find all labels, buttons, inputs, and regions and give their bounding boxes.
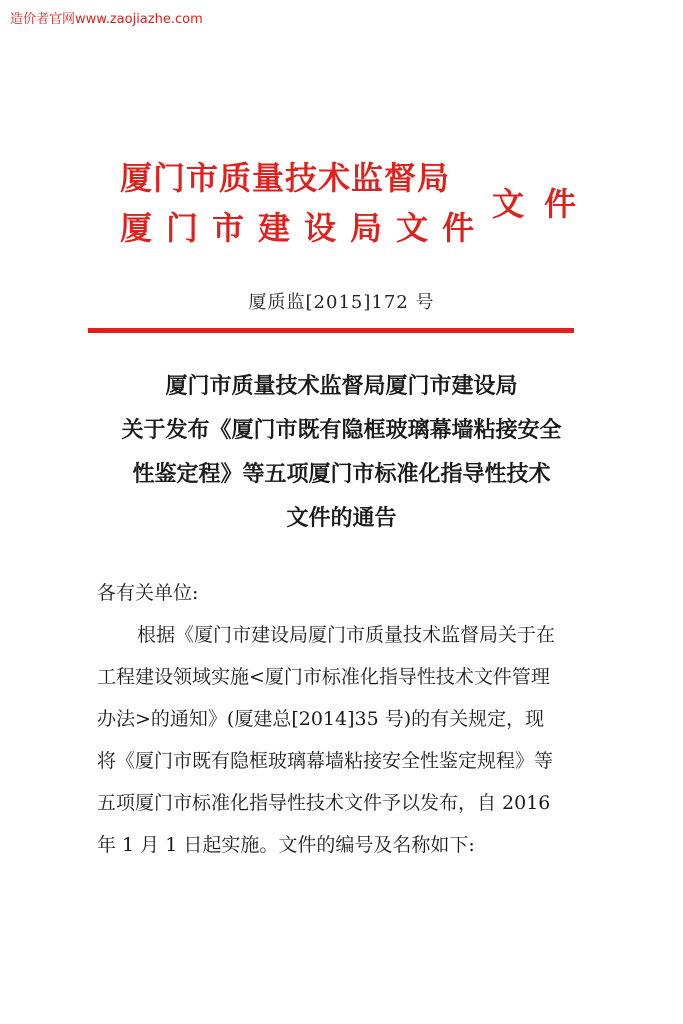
title-line: 文件的通告	[286, 505, 397, 531]
document-number: 厦质监[2015]172 号	[248, 292, 435, 313]
document-type-label: 文件	[492, 185, 597, 223]
body-line: 根据《厦门市建设局厦门市质量技术监督局关于在	[137, 624, 556, 646]
notice-body	[97, 572, 587, 866]
title-line: 性鉴定程》等五项厦门市标准化指导性技术	[132, 461, 551, 487]
document-header	[120, 158, 597, 258]
body-line: 将《厦门市既有隐框玻璃幕墙粘接安全性鉴定规程》等	[97, 750, 554, 772]
title-line: 厦门市质量技术监督局厦门市建设局	[165, 373, 518, 399]
body-line: 年 1 月 1 日起实施。文件的编号及名称如下:	[97, 834, 475, 856]
body-line: 工程建设领域实施<厦门市标准化指导性技术文件管理	[97, 666, 550, 688]
title-line: 关于发布《厦门市既有隐框玻璃幕墙粘接安全	[121, 417, 562, 443]
body-line: 五项厦门市标准化指导性技术文件予以发布，自 2016	[97, 792, 551, 814]
issuing-agency-construction-bureau: 厦门市建设局文件	[120, 209, 489, 247]
body-line: 办法>的通知》(厦建总[2014]35 号)的有关规定，现	[97, 708, 545, 730]
salutation: 各有关单位:	[97, 582, 199, 604]
issuing-agency-quality-bureau: 厦门市质量技术监督局	[120, 159, 451, 197]
notice-title	[60, 364, 623, 540]
red-divider-line	[88, 328, 574, 333]
site-watermark: 造价者官网www.zaojiazhe.com	[10, 12, 203, 27]
